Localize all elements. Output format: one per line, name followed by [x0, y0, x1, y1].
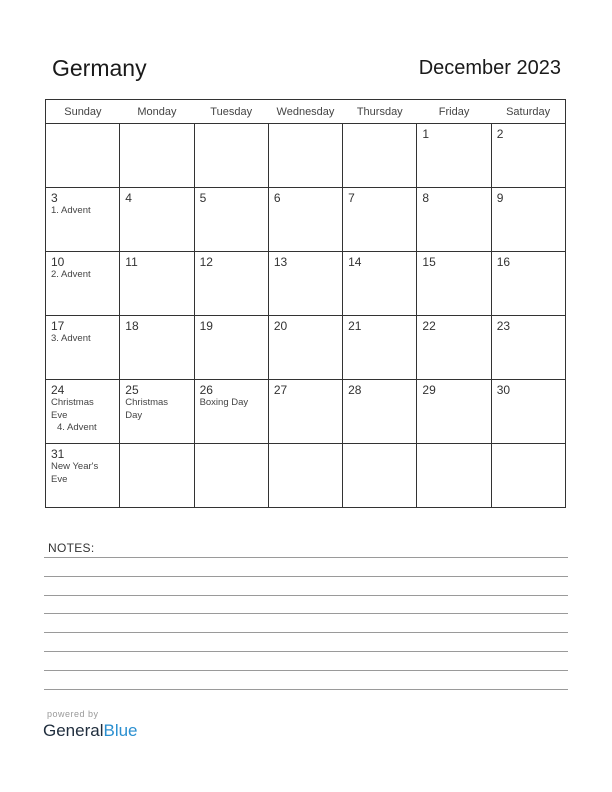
day-cell[interactable]: [194, 188, 268, 252]
holiday-label: Day: [125, 409, 143, 421]
day-cell[interactable]: [268, 252, 342, 316]
month-year-title: December 2023: [418, 57, 561, 79]
weekday-thursday: Thursday: [343, 100, 417, 124]
holiday-label: 1. Advent: [51, 205, 91, 216]
country-title: Germany: [52, 55, 147, 81]
weekday-wednesday: Wednesday: [268, 100, 342, 124]
generalblue-logo[interactable]: [43, 721, 138, 741]
day-number: 10: [51, 255, 65, 269]
holiday-label: 4. Advent: [57, 422, 97, 433]
day-cell[interactable]: [46, 380, 120, 444]
day-number: 2: [496, 127, 504, 141]
day-cell[interactable]: [46, 124, 120, 188]
day-cell[interactable]: [120, 444, 194, 508]
day-cell[interactable]: [491, 188, 565, 252]
brand-blue: Blue: [103, 721, 138, 740]
day-number: 15: [422, 255, 436, 269]
day-cell[interactable]: [417, 316, 491, 380]
notes-line[interactable]: [44, 670, 568, 671]
day-number: 25: [125, 383, 139, 397]
holiday-label: 2. Advent: [51, 269, 91, 280]
day-cell[interactable]: [491, 380, 565, 444]
calendar-week-row: [46, 316, 566, 380]
day-number: 8: [422, 191, 430, 205]
day-number: 17: [51, 319, 65, 333]
day-number: 11: [125, 255, 138, 269]
day-cell[interactable]: [120, 316, 194, 380]
weekday-tuesday: Tuesday: [194, 100, 268, 124]
weekday-saturday: Saturday: [491, 100, 565, 124]
day-cell[interactable]: [268, 124, 342, 188]
holiday-label: Eve: [51, 409, 68, 421]
day-number: 9: [496, 191, 504, 205]
day-number: 1: [422, 127, 430, 141]
day-cell[interactable]: [268, 444, 342, 508]
day-cell[interactable]: [194, 380, 268, 444]
day-cell[interactable]: [46, 316, 120, 380]
calendar-week-row: [46, 380, 566, 444]
powered-by-label: powered by: [47, 709, 99, 719]
day-number: 21: [348, 319, 362, 333]
day-number: 24: [51, 383, 65, 397]
weekday-header-row: [46, 100, 566, 124]
day-number: 16: [496, 255, 511, 269]
day-cell[interactable]: [46, 188, 120, 252]
day-cell[interactable]: [343, 380, 417, 444]
day-cell[interactable]: [268, 316, 342, 380]
notes-line[interactable]: [44, 651, 568, 652]
day-cell[interactable]: [120, 380, 194, 444]
day-number: 22: [422, 319, 436, 333]
day-cell[interactable]: [343, 252, 417, 316]
weekday-sunday: Sunday: [46, 100, 120, 124]
day-number: 26: [199, 383, 213, 397]
day-cell[interactable]: [194, 316, 268, 380]
day-number: 12: [199, 255, 213, 269]
calendar-week-row: [46, 188, 566, 252]
day-cell[interactable]: [417, 444, 491, 508]
day-cell[interactable]: [120, 252, 194, 316]
notes-line[interactable]: [44, 557, 568, 558]
day-number: 30: [496, 383, 511, 397]
holiday-label: Christmas: [125, 397, 169, 408]
holiday-label: Boxing Day: [199, 397, 249, 408]
notes-line[interactable]: [44, 632, 568, 633]
day-cell[interactable]: [343, 188, 417, 252]
day-cell[interactable]: [417, 124, 491, 188]
day-number: 14: [348, 255, 362, 269]
day-cell[interactable]: [343, 316, 417, 380]
day-cell[interactable]: [343, 444, 417, 508]
day-cell[interactable]: [417, 188, 491, 252]
day-number: 18: [125, 319, 139, 333]
notes-line[interactable]: [44, 613, 568, 614]
day-cell[interactable]: [46, 252, 120, 316]
day-number: 23: [496, 319, 511, 333]
day-cell[interactable]: [343, 124, 417, 188]
holiday-label: Eve: [51, 473, 68, 485]
day-number: 28: [348, 383, 362, 397]
calendar-grid: [45, 99, 566, 508]
calendar-week-row: [46, 124, 566, 188]
day-number: 6: [273, 191, 281, 205]
holiday-label: New Year's: [51, 461, 99, 472]
day-number: 29: [422, 383, 436, 397]
holiday-label: 3. Advent: [51, 333, 91, 344]
day-number: 5: [199, 191, 207, 205]
day-number: 3: [51, 191, 58, 205]
day-number: 4: [125, 191, 132, 205]
day-cell[interactable]: [491, 316, 565, 380]
day-number: 13: [273, 255, 288, 269]
notes-line[interactable]: [44, 689, 568, 690]
day-cell[interactable]: [268, 380, 342, 444]
day-cell[interactable]: [194, 252, 268, 316]
day-cell[interactable]: [46, 444, 120, 508]
weekday-monday: Monday: [120, 100, 194, 124]
day-cell[interactable]: [491, 252, 565, 316]
calendar-week-row: [46, 252, 566, 316]
notes-label: NOTES:: [48, 541, 95, 555]
calendar-week-row: [46, 444, 566, 508]
day-cell[interactable]: [120, 124, 194, 188]
day-number: 20: [273, 319, 288, 333]
day-cell[interactable]: [120, 188, 194, 252]
day-cell[interactable]: [417, 252, 491, 316]
day-number: 19: [199, 319, 213, 333]
notes-line[interactable]: [44, 576, 568, 577]
day-cell[interactable]: [491, 124, 565, 188]
day-number: 27: [273, 383, 288, 397]
weekday-friday: Friday: [417, 100, 491, 124]
day-number: 7: [348, 191, 355, 205]
day-cell[interactable]: [491, 444, 565, 508]
day-number: 31: [51, 447, 65, 461]
day-cell[interactable]: [194, 124, 268, 188]
day-cell[interactable]: [194, 444, 268, 508]
brand-general: General: [43, 721, 104, 740]
notes-line[interactable]: [44, 595, 568, 596]
day-cell[interactable]: [417, 380, 491, 444]
day-cell[interactable]: [268, 188, 342, 252]
holiday-label: Christmas: [51, 397, 94, 408]
